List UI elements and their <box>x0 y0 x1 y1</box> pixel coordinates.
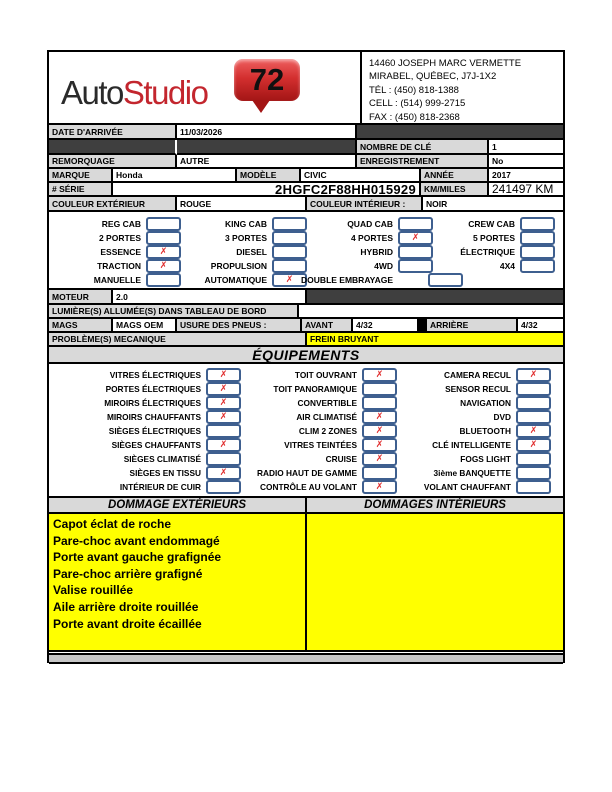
option-label: KING CAB <box>224 219 267 229</box>
damage-line: Capot éclat de roche <box>53 517 172 531</box>
option-label: CLIM 2 ZONES <box>298 426 357 436</box>
contact-block <box>362 52 563 125</box>
vehicle-option <box>187 259 307 273</box>
date-arrivee-field[interactable]: 11/03/2026 <box>177 125 357 140</box>
equip-option <box>57 466 241 480</box>
damage-line: Valise rouillée <box>53 583 134 598</box>
option-label: VOLANT CHAUFFANT <box>423 482 511 492</box>
equip-option <box>247 410 397 424</box>
checkbox[interactable] <box>520 245 555 259</box>
checkbox[interactable] <box>516 424 551 438</box>
checkbox[interactable] <box>516 410 551 424</box>
vehicle-option <box>437 231 555 245</box>
row-marque <box>49 169 563 183</box>
annee-field[interactable]: 2017 <box>489 169 563 183</box>
marque-label: MARQUE <box>49 169 113 183</box>
checkbox-mark: ✗ <box>375 369 384 380</box>
option-label: SIÈGES CHAUFFANTS <box>111 440 201 450</box>
footer-bar <box>49 653 563 664</box>
checkbox[interactable] <box>398 245 433 259</box>
km-field[interactable]: 241497 KM <box>489 183 563 197</box>
mags-label: MAGS <box>49 319 113 333</box>
enregistrement-field[interactable]: No <box>489 155 563 169</box>
vehicle-option <box>59 217 181 231</box>
option-label: PROPULSION <box>210 261 267 271</box>
option-label: PORTES ÉLECTRIQUES <box>105 384 201 394</box>
checkbox-mark: ✗ <box>219 439 228 450</box>
option-label: ESSENCE <box>100 247 141 257</box>
option-label: SENSOR RECUL <box>445 384 511 394</box>
checkbox[interactable] <box>206 438 241 452</box>
modele-field[interactable]: CIVIC <box>301 169 421 183</box>
vehicle-option <box>437 217 555 231</box>
km-label: KM/MILES <box>421 183 489 197</box>
inspection-form <box>47 50 565 663</box>
option-label: CONTRÔLE AU VOLANT <box>260 482 357 492</box>
checkbox[interactable] <box>398 217 433 231</box>
checkbox[interactable] <box>516 466 551 480</box>
dommage-exterieurs-notes[interactable] <box>49 514 307 652</box>
checkbox[interactable] <box>516 438 551 452</box>
checkbox[interactable] <box>362 410 397 424</box>
equip-col-2 <box>247 364 397 500</box>
checkbox[interactable] <box>272 245 307 259</box>
equip-option <box>247 452 397 466</box>
option-label: 4WD <box>374 261 393 271</box>
option-label: BLUETOOTH <box>459 426 511 436</box>
checkbox[interactable] <box>206 424 241 438</box>
option-label: AIR CLIMATISÉ <box>296 412 357 422</box>
option-label: 5 PORTES <box>472 233 515 243</box>
damage-line: Pare-choc arrière grafigné <box>53 566 203 581</box>
vehicle-type-section <box>49 212 563 290</box>
checkbox[interactable] <box>362 424 397 438</box>
damage-line: Porte avant gauche grafignée <box>53 550 222 565</box>
vehicle-col-4 <box>437 212 555 293</box>
row-probleme <box>49 333 563 347</box>
logo-72-badge: 72 <box>234 59 300 101</box>
logo-auto-text: Auto <box>61 74 123 111</box>
option-label: RADIO HAUT DE GAMME <box>256 468 357 478</box>
filler-dark-cell <box>49 140 177 155</box>
vehicle-option <box>301 273 433 287</box>
equip-option <box>401 438 551 452</box>
option-label: VITRES TEINTÉES <box>284 440 357 450</box>
dommage-exterieurs-title: DOMMAGE EXTÉRIEURS <box>49 498 307 514</box>
contact-line: CELL : (514) 999-2715 <box>369 98 466 110</box>
checkbox-mark: ✗ <box>529 425 538 436</box>
logo-cell <box>49 52 362 125</box>
row-damage-notes <box>49 514 563 652</box>
checkbox[interactable] <box>206 466 241 480</box>
vehicle-option <box>59 273 181 287</box>
checkbox[interactable] <box>362 382 397 396</box>
vehicle-option <box>311 217 433 231</box>
vehicle-option <box>187 273 307 287</box>
equip-option <box>247 466 397 480</box>
checkbox[interactable] <box>206 480 241 494</box>
row-serie <box>49 183 563 197</box>
checkbox-mark: ✗ <box>159 246 168 257</box>
equip-option <box>401 424 551 438</box>
probleme-label: PROBLÈME(S) MECANIQUE <box>49 333 307 347</box>
option-label: TOIT OUVRANT <box>294 370 357 380</box>
filler-dark-cell <box>307 290 563 305</box>
checkbox[interactable] <box>206 382 241 396</box>
checkbox-mark: ✗ <box>529 369 538 380</box>
row-remorquage <box>49 155 563 169</box>
option-label: NAVIGATION <box>460 398 511 408</box>
checkbox[interactable] <box>362 368 397 382</box>
option-label: MANUELLE <box>93 275 141 285</box>
equip-option <box>247 382 397 396</box>
option-label: CAMERA RECUL <box>444 370 511 380</box>
equip-option <box>401 368 551 382</box>
equip-option <box>401 382 551 396</box>
equip-option <box>401 452 551 466</box>
vehicle-option <box>311 231 433 245</box>
option-label: AUTOMATIQUE <box>204 275 267 285</box>
contact-line: TÉL : (450) 818-1388 <box>369 84 459 96</box>
equip-option <box>247 480 397 494</box>
vehicle-option <box>187 231 307 245</box>
dommages-interieurs-notes[interactable] <box>307 514 563 652</box>
equip-option <box>57 438 241 452</box>
checkbox-mark: ✗ <box>375 425 384 436</box>
vehicle-col-3 <box>301 212 433 293</box>
equip-option <box>247 368 397 382</box>
option-label: VITRES ÉLECTRIQUES <box>109 370 201 380</box>
option-label: SIÈGES ÉLECTRIQUES <box>108 426 201 436</box>
option-label: QUAD CAB <box>347 219 393 229</box>
equip-option <box>57 480 241 494</box>
checkbox-mark: ✗ <box>219 397 228 408</box>
equipements-section <box>49 364 563 498</box>
equip-option <box>57 410 241 424</box>
checkbox[interactable] <box>516 396 551 410</box>
option-label: MIROIRS CHAUFFANTS <box>106 412 201 422</box>
checkbox-mark: ✗ <box>219 383 228 394</box>
equip-option <box>247 396 397 410</box>
contact-line: MIRABEL, QUÉBEC, J7J-1X2 <box>369 71 497 83</box>
checkbox[interactable] <box>520 259 555 273</box>
option-label: SIÈGES EN TISSU <box>129 468 201 478</box>
option-label: 3 PORTES <box>224 233 267 243</box>
row-damage-headers <box>49 498 563 514</box>
checkbox[interactable] <box>516 368 551 382</box>
checkbox[interactable] <box>272 217 307 231</box>
nombre-cle-label: NOMBRE DE CLÉ <box>357 140 489 155</box>
vehicle-option <box>311 259 433 273</box>
serie-field[interactable]: 2HGFC2F88HH015929 <box>113 183 421 197</box>
equip-option <box>401 466 551 480</box>
checkbox-mark: ✗ <box>159 260 168 271</box>
damage-line: Porte avant droite écaillée <box>53 616 202 631</box>
checkbox-mark: ✗ <box>529 439 538 450</box>
filler-dark-cell <box>357 125 563 140</box>
checkbox[interactable] <box>362 466 397 480</box>
vehicle-col-2 <box>187 212 307 293</box>
checkbox-mark: ✗ <box>219 369 228 380</box>
probleme-field[interactable]: FREIN BRUYANT <box>307 333 563 347</box>
enregistrement-label: ENREGISTREMENT <box>357 155 489 169</box>
contact-line: 14460 JOSEPH MARC VERMETTE <box>369 58 522 69</box>
checkbox[interactable] <box>272 231 307 245</box>
checkbox[interactable] <box>146 231 181 245</box>
avant-label: AVANT <box>302 319 353 333</box>
lumieres-label: LUMIÈRE(S) ALLUMÉE(S) DANS TABLEAU DE BORD <box>49 305 299 319</box>
row-date-arrivee <box>49 125 563 140</box>
checkbox[interactable] <box>362 396 397 410</box>
checkbox[interactable] <box>362 480 397 494</box>
option-label: SIÈGES CLIMATISÉ <box>123 454 201 464</box>
checkbox-mark: ✗ <box>219 467 228 478</box>
equip-option <box>57 424 241 438</box>
divider <box>419 319 427 333</box>
equip-option <box>57 452 241 466</box>
checkbox-mark: ✗ <box>375 481 384 492</box>
vehicle-option <box>59 245 181 259</box>
equip-option <box>57 382 241 396</box>
checkbox[interactable] <box>146 245 181 259</box>
checkbox[interactable] <box>272 259 307 273</box>
option-label: REG CAB <box>101 219 141 229</box>
checkbox-mark: ✗ <box>375 453 384 464</box>
logo-studio-text: Studio <box>122 74 208 111</box>
remorquage-label: REMORQUAGE <box>49 155 177 169</box>
checkbox[interactable] <box>520 217 555 231</box>
checkbox[interactable] <box>146 217 181 231</box>
moteur-field[interactable]: 2.0 <box>113 290 307 305</box>
option-label: CONVERTIBLE <box>297 398 357 408</box>
usure-pneus-label: USURE DES PNEUS : <box>177 319 302 333</box>
autostudio-logo <box>61 74 207 112</box>
checkbox[interactable] <box>146 273 181 287</box>
date-arrivee-label: DATE D'ARRIVÉE <box>49 125 177 140</box>
arriere-label: ARRIÈRE <box>427 319 518 333</box>
equip-option <box>57 396 241 410</box>
checkbox[interactable] <box>516 382 551 396</box>
option-label: ÉLECTRIQUE <box>460 247 515 257</box>
checkbox[interactable] <box>206 396 241 410</box>
option-label: 4 PORTES <box>350 233 393 243</box>
row-mags <box>49 319 563 333</box>
option-label: 4X4 <box>499 261 515 271</box>
vehicle-option <box>59 259 181 273</box>
option-label: FOGS LIGHT <box>460 454 511 464</box>
option-label: TOIT PANORAMIQUE <box>273 384 357 394</box>
couleur-ext-label: COULEUR EXTÉRIEUR <box>49 197 177 212</box>
checkbox-mark: ✗ <box>219 411 228 422</box>
equip-option <box>401 410 551 424</box>
checkbox-mark: ✗ <box>375 411 384 422</box>
equip-col-3 <box>401 364 551 500</box>
option-label: CLÉ INTELLIGENTE <box>432 440 511 450</box>
option-label: TRACTION <box>97 261 141 271</box>
row-lumieres <box>49 305 563 319</box>
vehicle-option <box>187 245 307 259</box>
option-label: 2 PORTES <box>98 233 141 243</box>
vehicle-option <box>437 259 555 273</box>
annee-label: ANNÉE <box>421 169 489 183</box>
remorquage-field[interactable]: AUTRE <box>177 155 357 169</box>
nombre-cle-field[interactable]: 1 <box>489 140 563 155</box>
vehicle-option <box>311 245 433 259</box>
option-label: DOUBLE EMBRAYAGE <box>301 275 393 285</box>
equip-option <box>247 424 397 438</box>
logo-badge-tail-icon <box>252 100 270 113</box>
equip-col-1 <box>57 364 241 500</box>
option-label: CRUISE <box>325 454 357 464</box>
dommages-interieurs-title: DOMMAGES INTÉRIEURS <box>307 498 563 514</box>
contact-line: FAX : (450) 818-2368 <box>369 111 460 123</box>
serie-label: # SÉRIE <box>49 183 113 197</box>
checkbox[interactable] <box>362 438 397 452</box>
option-label: 3ième BANQUETTE <box>433 468 511 478</box>
vehicle-option <box>437 245 555 259</box>
option-label: CREW CAB <box>468 219 515 229</box>
moteur-label: MOTEUR <box>49 290 113 305</box>
checkbox[interactable] <box>206 368 241 382</box>
checkbox[interactable] <box>520 231 555 245</box>
arriere-field[interactable]: 4/32 <box>518 319 563 333</box>
couleur-int-field[interactable]: NOIR <box>423 197 563 212</box>
row-moteur <box>49 290 563 305</box>
option-label: MIROIRS ÉLECTRIQUES <box>104 398 201 408</box>
option-label: DVD <box>493 412 511 422</box>
filler-dark-cell <box>177 140 357 155</box>
checkbox-mark: ✗ <box>375 439 384 450</box>
vehicle-option <box>187 217 307 231</box>
checkbox[interactable] <box>398 231 433 245</box>
couleur-ext-field[interactable]: ROUGE <box>177 197 307 212</box>
vehicle-col-1 <box>59 212 181 293</box>
option-label: INTÉRIEUR DE CUIR <box>119 482 201 492</box>
marque-field[interactable]: Honda <box>113 169 237 183</box>
avant-field[interactable]: 4/32 <box>353 319 419 333</box>
checkbox-mark: ✗ <box>411 232 420 243</box>
row-couleurs <box>49 197 563 212</box>
row-equipements-title <box>49 347 563 364</box>
checkbox[interactable] <box>516 452 551 466</box>
checkbox[interactable] <box>206 452 241 466</box>
checkbox[interactable] <box>146 259 181 273</box>
damage-line: Aile arrière droite rouillée <box>53 599 199 614</box>
checkbox[interactable] <box>206 410 241 424</box>
checkbox[interactable] <box>516 480 551 494</box>
form-header <box>49 52 563 125</box>
equip-option <box>401 396 551 410</box>
checkbox[interactable] <box>398 259 433 273</box>
checkbox[interactable] <box>362 452 397 466</box>
modele-label: MODÈLE <box>237 169 301 183</box>
lumieres-field[interactable] <box>299 305 563 319</box>
vehicle-option <box>59 231 181 245</box>
equip-option <box>401 480 551 494</box>
equip-option <box>57 368 241 382</box>
checkbox-mark: ✗ <box>285 274 294 285</box>
option-label: DIESEL <box>236 247 267 257</box>
equip-option <box>247 438 397 452</box>
damage-line: Pare-choc avant endommagé <box>53 533 220 548</box>
couleur-int-label: COULEUR INTÉRIEUR : <box>307 197 423 212</box>
row-nombre-cle <box>49 140 563 155</box>
option-label: HYBRID <box>360 247 393 257</box>
mags-field[interactable]: MAGS OEM <box>113 319 177 333</box>
equipements-title: ÉQUIPEMENTS <box>49 347 563 364</box>
